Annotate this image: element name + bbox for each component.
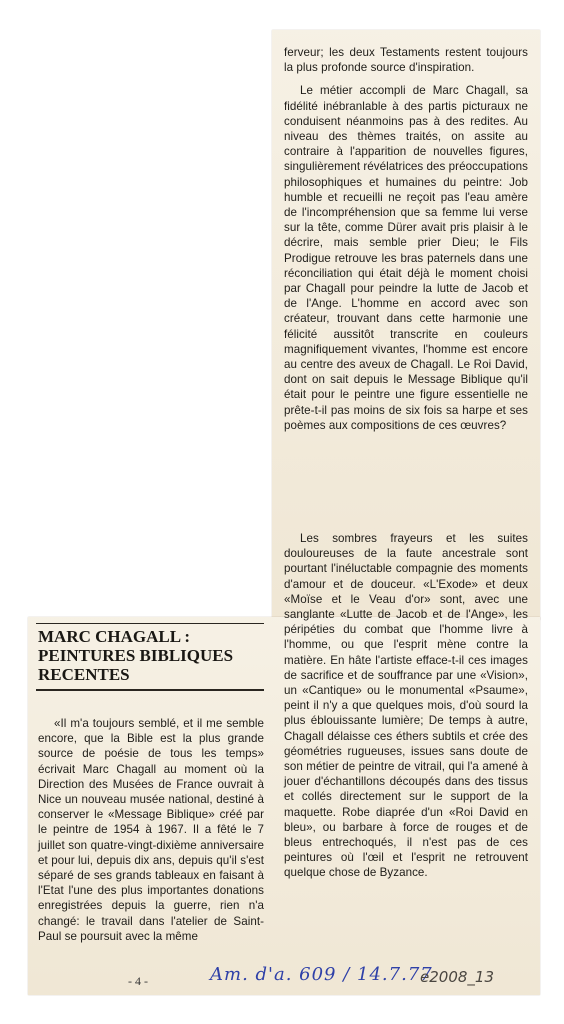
- archive-code: e2008_13: [420, 968, 494, 986]
- right-column-lower: [284, 531, 528, 889]
- headline-line: MARC CHAGALL :: [38, 627, 191, 646]
- headline-line: RECENTES: [38, 665, 130, 684]
- left-column: [38, 716, 264, 952]
- headline-rule-bottom: [36, 689, 264, 691]
- page-number: - 4 -: [128, 974, 148, 988]
- right-column: [284, 45, 528, 441]
- paragraph: ferveur; les deux Testaments restent toujours la plus profonde source d'inspiration.: [284, 46, 528, 75]
- handwritten-reference: Am. d'a. 609 / 14.7.77: [210, 964, 433, 985]
- paragraph: Le métier accompli de Marc Chagall, sa fidélité inébranlable à des partis picturaux ne conduisent néanmoins pas à des redites. Au niveau des thèmes traités, on assite au contraire à l'apparition de nouvelles figures, singulièrement révélatrices des préoccupations philosophiques et humaines du peintre: Job humble et recueilli ne reçoit pas l'eau amère de l'incompréhension que sa femme lui verse sur la tête, comme Dürer avait pris plaisir à le décrire, mais semble prier Dieu; le Fils Prodigue retrouve les bras paternels dans une réconciliation qui était déjà le moment choisi par Chagall pour peindre la lutte de Jacob et de l'Ange. L'homme en accord avec son créateur, trouvant dans cette harmonie une félicité aussitôt transcrite en couleurs magnifiquement vivantes, l'homme est encore au centre des aveux de Chagall. Le Roi David, dont on sait depuis le Message Biblique qu'il était pour le peintre une figure essentielle ne prête-t-il pas moins de six fois sa harpe et ses poèmes aux compositions de ces œuvres?: [284, 84, 528, 432]
- headline-line: PEINTURES BIBLIQUES: [38, 646, 234, 665]
- paragraph: «Il m'a toujours semblé, et il me semble encore, que la Bible est la plus grande source de poésie de tous les temps» écrivait Marc Chagall au moment où la Direction des Musées de France ouvrait à Nice un nouveau musée national, destiné à conserver le «Message Biblique» créé par le peintre de 1954 à 1967. Il a fêté le 7 juillet son quatre-vingt-dixième anniversaire et pour lui, depuis dix ans, depuis qu'il s'est séparé de ses grands tableaux en faisant à l'Etat l'une des plus importantes donations enregistrées depuis la guerre, rien n'a changé: le travail dans l'atelier de Saint-Paul se poursuit avec la même: [38, 717, 264, 943]
- article-headline: [38, 623, 264, 684]
- paragraph: Les sombres frayeurs et les suites douloureuses de la faute ancestrale sont pourtant l'inéluctable compagnie des moments d'amour et de douceur. «L'Exode» et deux «Moïse et le Veau d'or» sont, avec une sanglante «Lutte de Jacob et de l'Ange», les péripéties du combat que l'homme livre à l'homme, ou que l'esprit mène contre la matière. En hâte l'artiste efface-t-il ces images de sacrifice et de souffrance par une «Vision», un «Cantique» ou le monumental «Psaume», peint il n'y a que quelques mois, d'où sourd la plus éblouissante lumière; De temps à autre, Chagall délaisse ces éthers subtils et crée des géométries rugueuses, issues sans doute de son métier de peintre de vitrail, qui l'a amené à jouer d'échantillons découpés dans des tissus et collés directement sur le support de la maquette. Robe diaprée d'un «Roi David en bleu», ou barbare à force de rouges et de bleus entrechoqués, il n'est pas de ces peintures où l'œil et l'esprit ne retrouvent quelque chose de Byzance.: [284, 532, 528, 880]
